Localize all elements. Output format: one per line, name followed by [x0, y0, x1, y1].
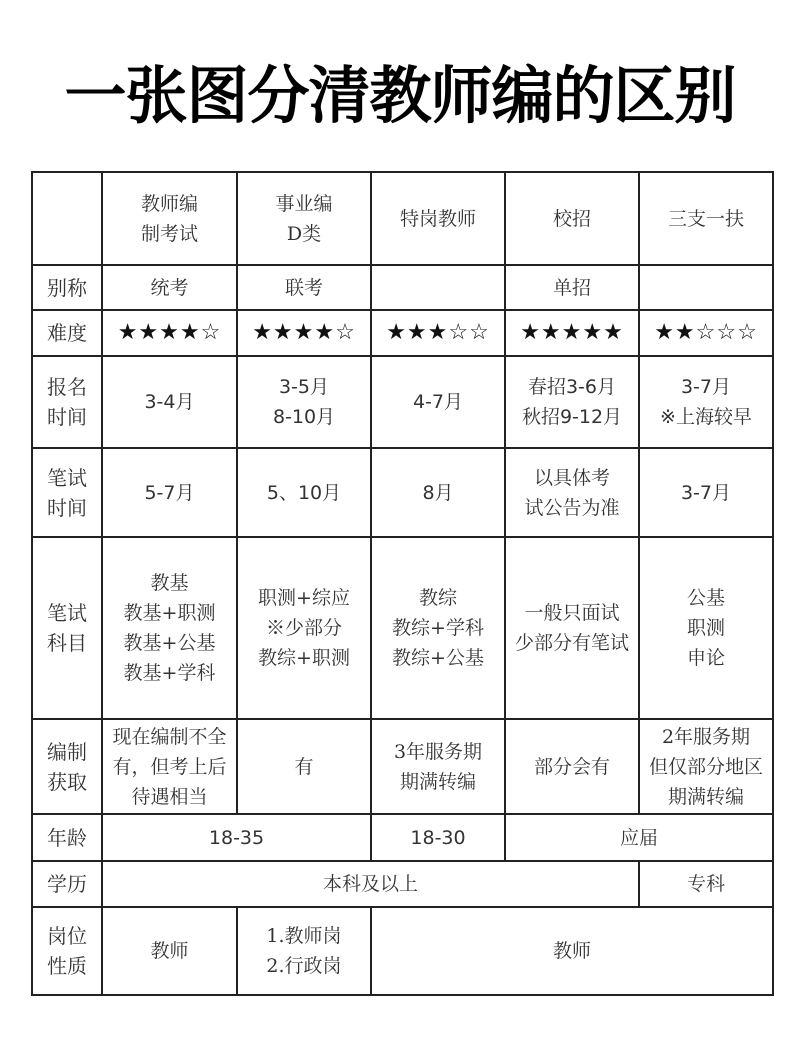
- table-cell: 职测+综应 ※少部分 教综+职测: [237, 537, 371, 719]
- row-header: 年龄: [32, 814, 102, 861]
- table-row-education: [32, 861, 773, 907]
- table-cell: 教综 教综+学科 教综+公基: [371, 537, 505, 719]
- table-header-row: [32, 172, 773, 265]
- table-cell: 公基 职测 申论: [639, 537, 773, 719]
- table-row-subjects: [32, 537, 773, 719]
- table-cell: 2年服务期 但仅部分地区 期满转编: [639, 719, 773, 814]
- table-row-exam-time: [32, 448, 773, 537]
- row-header: 报名 时间: [32, 356, 102, 448]
- column-header: 特岗教师: [371, 172, 505, 265]
- row-header: 笔试 时间: [32, 448, 102, 537]
- page-title: 一张图分清教师编的区别: [64, 58, 736, 132]
- table-cell: 以具体考 试公告为准: [505, 448, 639, 537]
- star-rating: ★★★★☆: [102, 310, 237, 356]
- table-cell: 3-5月 8-10月: [237, 356, 371, 448]
- star-rating: ★★★☆☆: [371, 310, 505, 356]
- table-cell: [371, 265, 505, 310]
- table-row-signup: [32, 356, 773, 448]
- table-cell: 1.教师岗 2.行政岗: [237, 907, 371, 995]
- table-cell: 有: [237, 719, 371, 814]
- table-row-position: [32, 907, 773, 995]
- row-header: 难度: [32, 310, 102, 356]
- table-cell: [639, 265, 773, 310]
- table-row-difficulty: [32, 310, 773, 356]
- star-rating: ★★★★★: [505, 310, 639, 356]
- row-header: 岗位 性质: [32, 907, 102, 995]
- table-cell: 8月: [371, 448, 505, 537]
- table-cell: 教师: [102, 907, 237, 995]
- table-cell: 3-4月: [102, 356, 237, 448]
- row-header: 笔试 科目: [32, 537, 102, 719]
- star-rating: ★★★★☆: [237, 310, 371, 356]
- table-cell: 4-7月: [371, 356, 505, 448]
- table-cell: 单招: [505, 265, 639, 310]
- table-cell: 部分会有: [505, 719, 639, 814]
- table-cell: 18-30: [371, 814, 505, 861]
- table-row-alias: [32, 265, 773, 310]
- corner-cell: [32, 172, 102, 265]
- column-header: 教师编 制考试: [102, 172, 237, 265]
- table-cell: 5-7月: [102, 448, 237, 537]
- comparison-table: [31, 171, 774, 996]
- table-cell: 联考: [237, 265, 371, 310]
- table-cell: 一般只面试 少部分有笔试: [505, 537, 639, 719]
- table-cell: 统考: [102, 265, 237, 310]
- table-cell: 3-7月: [639, 448, 773, 537]
- row-header: 别称: [32, 265, 102, 310]
- table-cell: 本科及以上: [102, 861, 639, 907]
- table-cell: 3-7月 ※上海较早: [639, 356, 773, 448]
- star-rating: ★★☆☆☆: [639, 310, 773, 356]
- column-header: 三支一扶: [639, 172, 773, 265]
- table-cell: 教基 教基+职测 教基+公基 教基+学科: [102, 537, 237, 719]
- table-cell: 春招3-6月 秋招9-12月: [505, 356, 639, 448]
- row-header: 编制 获取: [32, 719, 102, 814]
- column-header: 校招: [505, 172, 639, 265]
- table-cell: 教师: [371, 907, 773, 995]
- table-row-quota: [32, 719, 773, 814]
- table-cell: 18-35: [102, 814, 371, 861]
- table-cell: 应届: [505, 814, 773, 861]
- table-cell: 5、10月: [237, 448, 371, 537]
- row-header: 学历: [32, 861, 102, 907]
- table-cell: 专科: [639, 861, 773, 907]
- column-header: 事业编 D类: [237, 172, 371, 265]
- table-cell: 现在编制不全 有，但考上后 待遇相当: [102, 719, 237, 814]
- table-cell: 3年服务期 期满转编: [371, 719, 505, 814]
- table-row-age: [32, 814, 773, 861]
